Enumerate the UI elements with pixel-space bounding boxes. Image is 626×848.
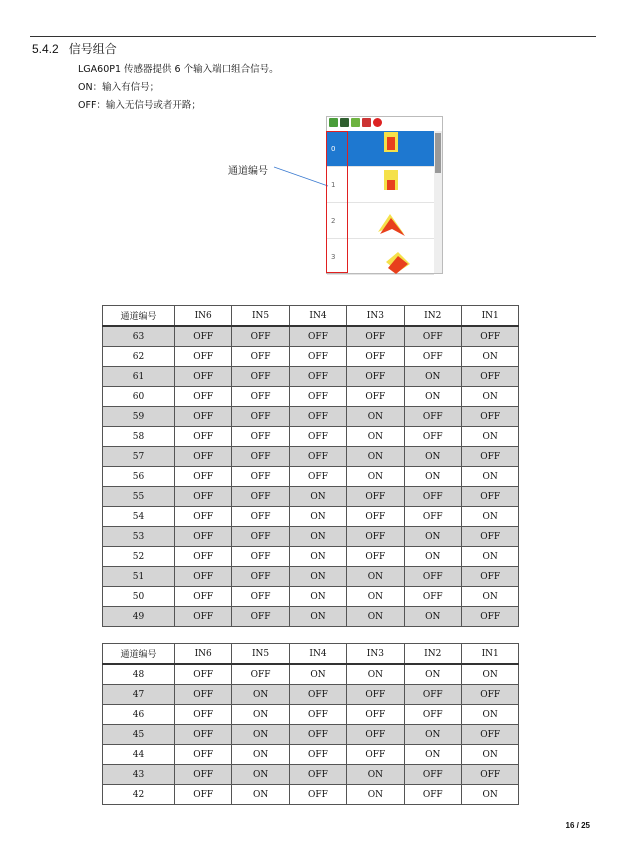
intro-line-1: LGA60P1 传感器提供 6 个输入端口组合信号。 [78, 64, 279, 75]
input-state-cell: OFF [175, 785, 232, 805]
input-state-cell: OFF [404, 407, 461, 427]
callout-leader [274, 167, 328, 186]
header-cell: IN2 [404, 644, 461, 665]
input-state-cell: OFF [461, 487, 518, 507]
input-state-cell: ON [404, 664, 461, 685]
header-cell: IN1 [461, 644, 518, 665]
lane-index: 1 [331, 181, 336, 189]
table-row [103, 685, 519, 705]
channel-number-cell: 48 [103, 664, 175, 685]
table-row [103, 387, 519, 407]
channel-number-cell: 55 [103, 487, 175, 507]
table-row [103, 725, 519, 745]
input-state-cell: ON [404, 725, 461, 745]
input-state-cell: ON [347, 567, 404, 587]
input-state-cell: OFF [461, 607, 518, 627]
table-row [103, 427, 519, 447]
input-state-cell: OFF [175, 487, 232, 507]
input-state-cell: OFF [289, 725, 346, 745]
header-cell: IN4 [289, 644, 346, 665]
input-state-cell: OFF [347, 507, 404, 527]
input-state-cell: OFF [175, 685, 232, 705]
input-state-cell: OFF [175, 507, 232, 527]
input-state-cell: OFF [232, 607, 289, 627]
input-state-cell: OFF [347, 367, 404, 387]
table-row [103, 765, 519, 785]
input-state-cell: OFF [289, 745, 346, 765]
channel-number-cell: 49 [103, 607, 175, 627]
input-state-cell: ON [232, 785, 289, 805]
table-row [103, 567, 519, 587]
input-state-cell: OFF [461, 725, 518, 745]
lane-index: 3 [331, 253, 336, 261]
table-row [103, 587, 519, 607]
channel-number-cell: 46 [103, 705, 175, 725]
table-row [103, 347, 519, 367]
input-state-cell: OFF [461, 765, 518, 785]
input-state-cell: ON [461, 427, 518, 447]
input-state-cell: OFF [347, 745, 404, 765]
channel-number-cell: 60 [103, 387, 175, 407]
input-state-cell: ON [404, 447, 461, 467]
input-state-cell: OFF [232, 347, 289, 367]
input-state-cell: OFF [347, 527, 404, 547]
input-state-cell: ON [347, 427, 404, 447]
lane-1-shape [387, 180, 395, 190]
table-header [103, 306, 519, 327]
input-state-cell: ON [289, 547, 346, 567]
input-state-cell: OFF [232, 447, 289, 467]
header-cell: IN5 [232, 306, 289, 327]
input-state-cell: ON [404, 547, 461, 567]
table-row [103, 447, 519, 467]
input-state-cell: OFF [175, 367, 232, 387]
input-state-cell: OFF [175, 387, 232, 407]
input-state-cell: OFF [461, 326, 518, 347]
header-cell: IN3 [347, 306, 404, 327]
input-state-cell: OFF [232, 387, 289, 407]
input-state-cell: OFF [404, 587, 461, 607]
input-state-cell: ON [289, 507, 346, 527]
lane-0-shape [387, 137, 395, 150]
input-state-cell: ON [404, 607, 461, 627]
input-state-cell: ON [404, 367, 461, 387]
intro-line-3: OFF：输入无信号或者开路； [78, 100, 201, 111]
table-row [103, 705, 519, 725]
table-row [103, 487, 519, 507]
input-state-cell: OFF [404, 567, 461, 587]
lane-index: 2 [331, 217, 336, 225]
input-state-cell: OFF [404, 685, 461, 705]
input-state-cell: OFF [289, 467, 346, 487]
input-state-cell: OFF [232, 326, 289, 347]
input-state-cell: ON [347, 407, 404, 427]
input-state-cell: ON [289, 664, 346, 685]
input-state-cell: ON [289, 527, 346, 547]
channel-number-cell: 47 [103, 685, 175, 705]
input-state-cell: OFF [461, 407, 518, 427]
header-cell: IN1 [461, 306, 518, 327]
input-state-cell: OFF [175, 745, 232, 765]
input-state-cell: ON [461, 547, 518, 567]
input-state-cell: OFF [175, 326, 232, 347]
channel-number-cell: 43 [103, 765, 175, 785]
input-state-cell: ON [289, 607, 346, 627]
table-row [103, 326, 519, 347]
input-state-cell: OFF [232, 427, 289, 447]
channel-number-cell: 51 [103, 567, 175, 587]
table-row [103, 507, 519, 527]
input-state-cell: ON [347, 447, 404, 467]
input-state-cell: OFF [404, 427, 461, 447]
input-state-cell: OFF [175, 527, 232, 547]
input-state-cell: OFF [289, 785, 346, 805]
input-state-cell: OFF [175, 467, 232, 487]
input-state-cell: OFF [175, 547, 232, 567]
intro-line-2: ON：输入有信号； [78, 82, 160, 93]
table-row [103, 785, 519, 805]
input-state-cell: ON [404, 467, 461, 487]
header-cell: 通道编号 [103, 306, 175, 327]
input-state-cell: ON [232, 705, 289, 725]
channel-number-cell: 63 [103, 326, 175, 347]
channel-number-cell: 53 [103, 527, 175, 547]
input-state-cell: ON [461, 664, 518, 685]
input-state-cell: ON [461, 705, 518, 725]
input-state-cell: ON [232, 685, 289, 705]
channel-number-cell: 50 [103, 587, 175, 607]
input-state-cell: ON [461, 387, 518, 407]
input-state-cell: OFF [232, 527, 289, 547]
input-state-cell: OFF [404, 347, 461, 367]
input-state-cell: OFF [175, 765, 232, 785]
signal-table-2 [102, 643, 519, 805]
input-state-cell: ON [289, 487, 346, 507]
table-row [103, 607, 519, 627]
section-number: 5.4.2 [32, 42, 59, 56]
channel-number-cell: 62 [103, 347, 175, 367]
table-row [103, 664, 519, 685]
scrollbar-thumb[interactable] [435, 133, 441, 173]
input-state-cell: OFF [289, 427, 346, 447]
input-state-cell: OFF [347, 487, 404, 507]
input-state-cell: ON [461, 347, 518, 367]
input-state-cell: ON [232, 765, 289, 785]
input-state-cell: OFF [175, 407, 232, 427]
page-number: 16 / 25 [565, 821, 590, 830]
header-cell: IN6 [175, 306, 232, 327]
header-cell: IN5 [232, 644, 289, 665]
channel-number-cell: 58 [103, 427, 175, 447]
input-state-cell: ON [347, 587, 404, 607]
input-state-cell: ON [404, 527, 461, 547]
header-cell: 通道编号 [103, 644, 175, 665]
channel-number-cell: 56 [103, 467, 175, 487]
header-cell: IN3 [347, 644, 404, 665]
input-state-cell: OFF [347, 547, 404, 567]
lane-index: 0 [331, 145, 336, 153]
input-state-cell: OFF [404, 765, 461, 785]
input-state-cell: OFF [232, 407, 289, 427]
input-state-cell: OFF [461, 527, 518, 547]
input-state-cell: ON [347, 785, 404, 805]
table-row [103, 527, 519, 547]
input-state-cell: OFF [289, 367, 346, 387]
table-row [103, 407, 519, 427]
input-state-cell: ON [347, 765, 404, 785]
input-state-cell: OFF [232, 507, 289, 527]
input-state-cell: OFF [289, 447, 346, 467]
input-state-cell: OFF [232, 567, 289, 587]
input-state-cell: OFF [289, 347, 346, 367]
input-state-cell: ON [461, 785, 518, 805]
channel-number-cell: 44 [103, 745, 175, 765]
input-state-cell: OFF [175, 567, 232, 587]
input-state-cell: OFF [347, 326, 404, 347]
section-title: 信号组合 [68, 42, 117, 56]
channel-number-cell: 42 [103, 785, 175, 805]
channel-number-cell: 61 [103, 367, 175, 387]
input-state-cell: OFF [232, 547, 289, 567]
input-state-cell: OFF [347, 685, 404, 705]
table-header [103, 644, 519, 665]
header-cell: IN2 [404, 306, 461, 327]
header-cell: IN6 [175, 644, 232, 665]
input-state-cell: ON [404, 387, 461, 407]
input-state-cell: ON [347, 467, 404, 487]
input-state-cell: OFF [289, 387, 346, 407]
input-state-cell: OFF [289, 765, 346, 785]
input-state-cell: OFF [175, 705, 232, 725]
input-state-cell: OFF [404, 785, 461, 805]
input-state-cell: ON [461, 745, 518, 765]
table-row [103, 547, 519, 567]
table-row [103, 467, 519, 487]
input-state-cell: ON [347, 664, 404, 685]
input-state-cell: OFF [347, 705, 404, 725]
channel-number-cell: 57 [103, 447, 175, 467]
signal-table-1 [102, 305, 519, 627]
input-state-cell: OFF [289, 407, 346, 427]
input-state-cell: ON [232, 725, 289, 745]
input-state-cell: ON [347, 607, 404, 627]
input-state-cell: ON [461, 507, 518, 527]
callout-label: 通道编号 [228, 166, 268, 177]
input-state-cell: OFF [232, 467, 289, 487]
input-state-cell: OFF [289, 705, 346, 725]
input-state-cell: OFF [461, 447, 518, 467]
input-state-cell: OFF [175, 607, 232, 627]
input-state-cell: OFF [232, 664, 289, 685]
input-state-cell: OFF [232, 487, 289, 507]
input-state-cell: OFF [461, 685, 518, 705]
input-state-cell: OFF [404, 487, 461, 507]
input-state-cell: OFF [404, 326, 461, 347]
input-state-cell: OFF [289, 326, 346, 347]
input-state-cell: OFF [232, 367, 289, 387]
input-state-cell: OFF [347, 725, 404, 745]
input-state-cell: OFF [175, 447, 232, 467]
input-state-cell: OFF [175, 427, 232, 447]
channel-number-cell: 52 [103, 547, 175, 567]
input-state-cell: ON [461, 467, 518, 487]
channel-number-cell: 54 [103, 507, 175, 527]
input-state-cell: ON [232, 745, 289, 765]
table-row [103, 745, 519, 765]
input-state-cell: OFF [461, 367, 518, 387]
channel-number-cell: 45 [103, 725, 175, 745]
input-state-cell: OFF [404, 507, 461, 527]
channel-number-cell: 59 [103, 407, 175, 427]
input-state-cell: ON [289, 567, 346, 587]
input-state-cell: OFF [175, 347, 232, 367]
input-state-cell: ON [461, 587, 518, 607]
input-state-cell: ON [289, 587, 346, 607]
input-state-cell: OFF [347, 387, 404, 407]
input-state-cell: OFF [289, 685, 346, 705]
input-state-cell: ON [404, 745, 461, 765]
input-state-cell: OFF [175, 587, 232, 607]
input-state-cell: OFF [347, 347, 404, 367]
input-state-cell: OFF [175, 664, 232, 685]
input-state-cell: OFF [232, 587, 289, 607]
input-state-cell: OFF [175, 725, 232, 745]
input-state-cell: OFF [404, 705, 461, 725]
table-row [103, 367, 519, 387]
header-cell: IN4 [289, 306, 346, 327]
input-state-cell: OFF [461, 567, 518, 587]
channel-number-highlight [326, 131, 348, 273]
